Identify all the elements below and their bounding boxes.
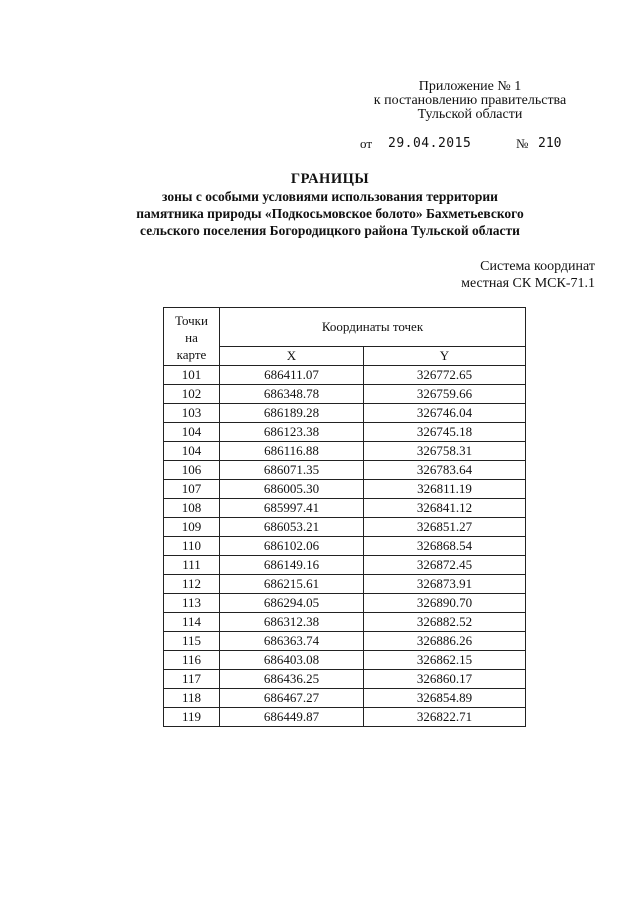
coordinates-header: Координаты точек bbox=[220, 308, 526, 347]
decree-number: 210 bbox=[538, 136, 562, 151]
table-row bbox=[164, 689, 526, 708]
point-cell: 119 bbox=[164, 708, 220, 727]
table-row bbox=[164, 366, 526, 385]
x-cell: 686116.88 bbox=[220, 442, 364, 461]
annex-line: Приложение № 1 bbox=[418, 79, 522, 94]
point-cell: 104 bbox=[164, 442, 220, 461]
coordinate-system-note bbox=[461, 258, 595, 292]
table-row bbox=[164, 537, 526, 556]
y-cell: 326882.52 bbox=[364, 613, 526, 632]
table-row bbox=[164, 404, 526, 423]
points-header-line: Точки bbox=[175, 312, 208, 328]
table-row bbox=[164, 461, 526, 480]
x-cell: 686312.38 bbox=[220, 613, 364, 632]
x-cell: 686348.78 bbox=[220, 385, 364, 404]
annex-line: Тульской области bbox=[417, 107, 523, 122]
document-title bbox=[100, 171, 560, 239]
point-cell: 106 bbox=[164, 461, 220, 480]
point-cell: 104 bbox=[164, 423, 220, 442]
x-cell: 686102.06 bbox=[220, 537, 364, 556]
point-cell: 114 bbox=[164, 613, 220, 632]
table-row bbox=[164, 518, 526, 537]
y-cell: 326746.04 bbox=[364, 404, 526, 423]
point-cell: 109 bbox=[164, 518, 220, 537]
y-cell: 326851.27 bbox=[364, 518, 526, 537]
point-cell: 108 bbox=[164, 499, 220, 518]
point-cell: 112 bbox=[164, 575, 220, 594]
table-row bbox=[164, 651, 526, 670]
points-header bbox=[164, 308, 220, 366]
y-cell: 326745.18 bbox=[364, 423, 526, 442]
y-column-header: Y bbox=[364, 347, 526, 366]
point-cell: 117 bbox=[164, 670, 220, 689]
point-cell: 115 bbox=[164, 632, 220, 651]
x-cell: 686053.21 bbox=[220, 518, 364, 537]
x-cell: 686215.61 bbox=[220, 575, 364, 594]
table-row bbox=[164, 708, 526, 727]
x-cell: 686071.35 bbox=[220, 461, 364, 480]
point-cell: 107 bbox=[164, 480, 220, 499]
coordinate-system-line: местная СК МСК-71.1 bbox=[461, 276, 595, 291]
table-row bbox=[164, 442, 526, 461]
coordinates-table-body bbox=[164, 366, 526, 727]
annex-line: к постановлению правительства bbox=[373, 93, 567, 108]
table-row bbox=[164, 423, 526, 442]
y-cell: 326758.31 bbox=[364, 442, 526, 461]
y-cell: 326873.91 bbox=[364, 575, 526, 594]
points-header-line: на bbox=[185, 329, 198, 345]
y-cell: 326783.64 bbox=[364, 461, 526, 480]
decree-number-label: № bbox=[516, 136, 529, 151]
point-cell: 103 bbox=[164, 404, 220, 423]
decree-date: 29.04.2015 bbox=[388, 136, 472, 151]
y-cell: 326759.66 bbox=[364, 385, 526, 404]
point-cell: 110 bbox=[164, 537, 220, 556]
x-cell: 686189.28 bbox=[220, 404, 364, 423]
y-cell: 326811.19 bbox=[364, 480, 526, 499]
points-header-line: карте bbox=[176, 346, 207, 362]
x-cell: 686149.16 bbox=[220, 556, 364, 575]
annex-block bbox=[340, 80, 600, 122]
table-row bbox=[164, 594, 526, 613]
title-line: зоны с особыми условиями использования территории bbox=[162, 189, 498, 204]
x-cell: 686449.87 bbox=[220, 708, 364, 727]
title-line: памятника природы «Подкосьмовское болото» Бахметьевского bbox=[136, 206, 524, 221]
y-cell: 326890.70 bbox=[364, 594, 526, 613]
table-row bbox=[164, 613, 526, 632]
y-cell: 326841.12 bbox=[364, 499, 526, 518]
point-cell: 113 bbox=[164, 594, 220, 613]
x-column-header: X bbox=[220, 347, 364, 366]
table-row bbox=[164, 385, 526, 404]
x-cell: 685997.41 bbox=[220, 499, 364, 518]
y-cell: 326860.17 bbox=[364, 670, 526, 689]
y-cell: 326886.26 bbox=[364, 632, 526, 651]
decree-from-label: от bbox=[360, 136, 373, 151]
x-cell: 686363.74 bbox=[220, 632, 364, 651]
table-row bbox=[164, 480, 526, 499]
title-heading: ГРАНИЦЫ bbox=[290, 171, 370, 187]
y-cell: 326854.89 bbox=[364, 689, 526, 708]
table-row bbox=[164, 556, 526, 575]
coordinates-table bbox=[163, 307, 526, 727]
y-cell: 326872.45 bbox=[364, 556, 526, 575]
coordinate-system-line: Система координат bbox=[480, 259, 595, 274]
point-cell: 101 bbox=[164, 366, 220, 385]
x-cell: 686294.05 bbox=[220, 594, 364, 613]
x-cell: 686467.27 bbox=[220, 689, 364, 708]
point-cell: 116 bbox=[164, 651, 220, 670]
point-cell: 102 bbox=[164, 385, 220, 404]
x-cell: 686411.07 bbox=[220, 366, 364, 385]
x-cell: 686123.38 bbox=[220, 423, 364, 442]
x-cell: 686403.08 bbox=[220, 651, 364, 670]
y-cell: 326862.15 bbox=[364, 651, 526, 670]
y-cell: 326868.54 bbox=[364, 537, 526, 556]
table-row bbox=[164, 575, 526, 594]
x-cell: 686436.25 bbox=[220, 670, 364, 689]
y-cell: 326772.65 bbox=[364, 366, 526, 385]
table-row bbox=[164, 632, 526, 651]
table-row bbox=[164, 499, 526, 518]
table-row bbox=[164, 670, 526, 689]
x-cell: 686005.30 bbox=[220, 480, 364, 499]
point-cell: 118 bbox=[164, 689, 220, 708]
y-cell: 326822.71 bbox=[364, 708, 526, 727]
title-line: сельского поселения Богородицкого района Тульской области bbox=[140, 223, 520, 238]
point-cell: 111 bbox=[164, 556, 220, 575]
